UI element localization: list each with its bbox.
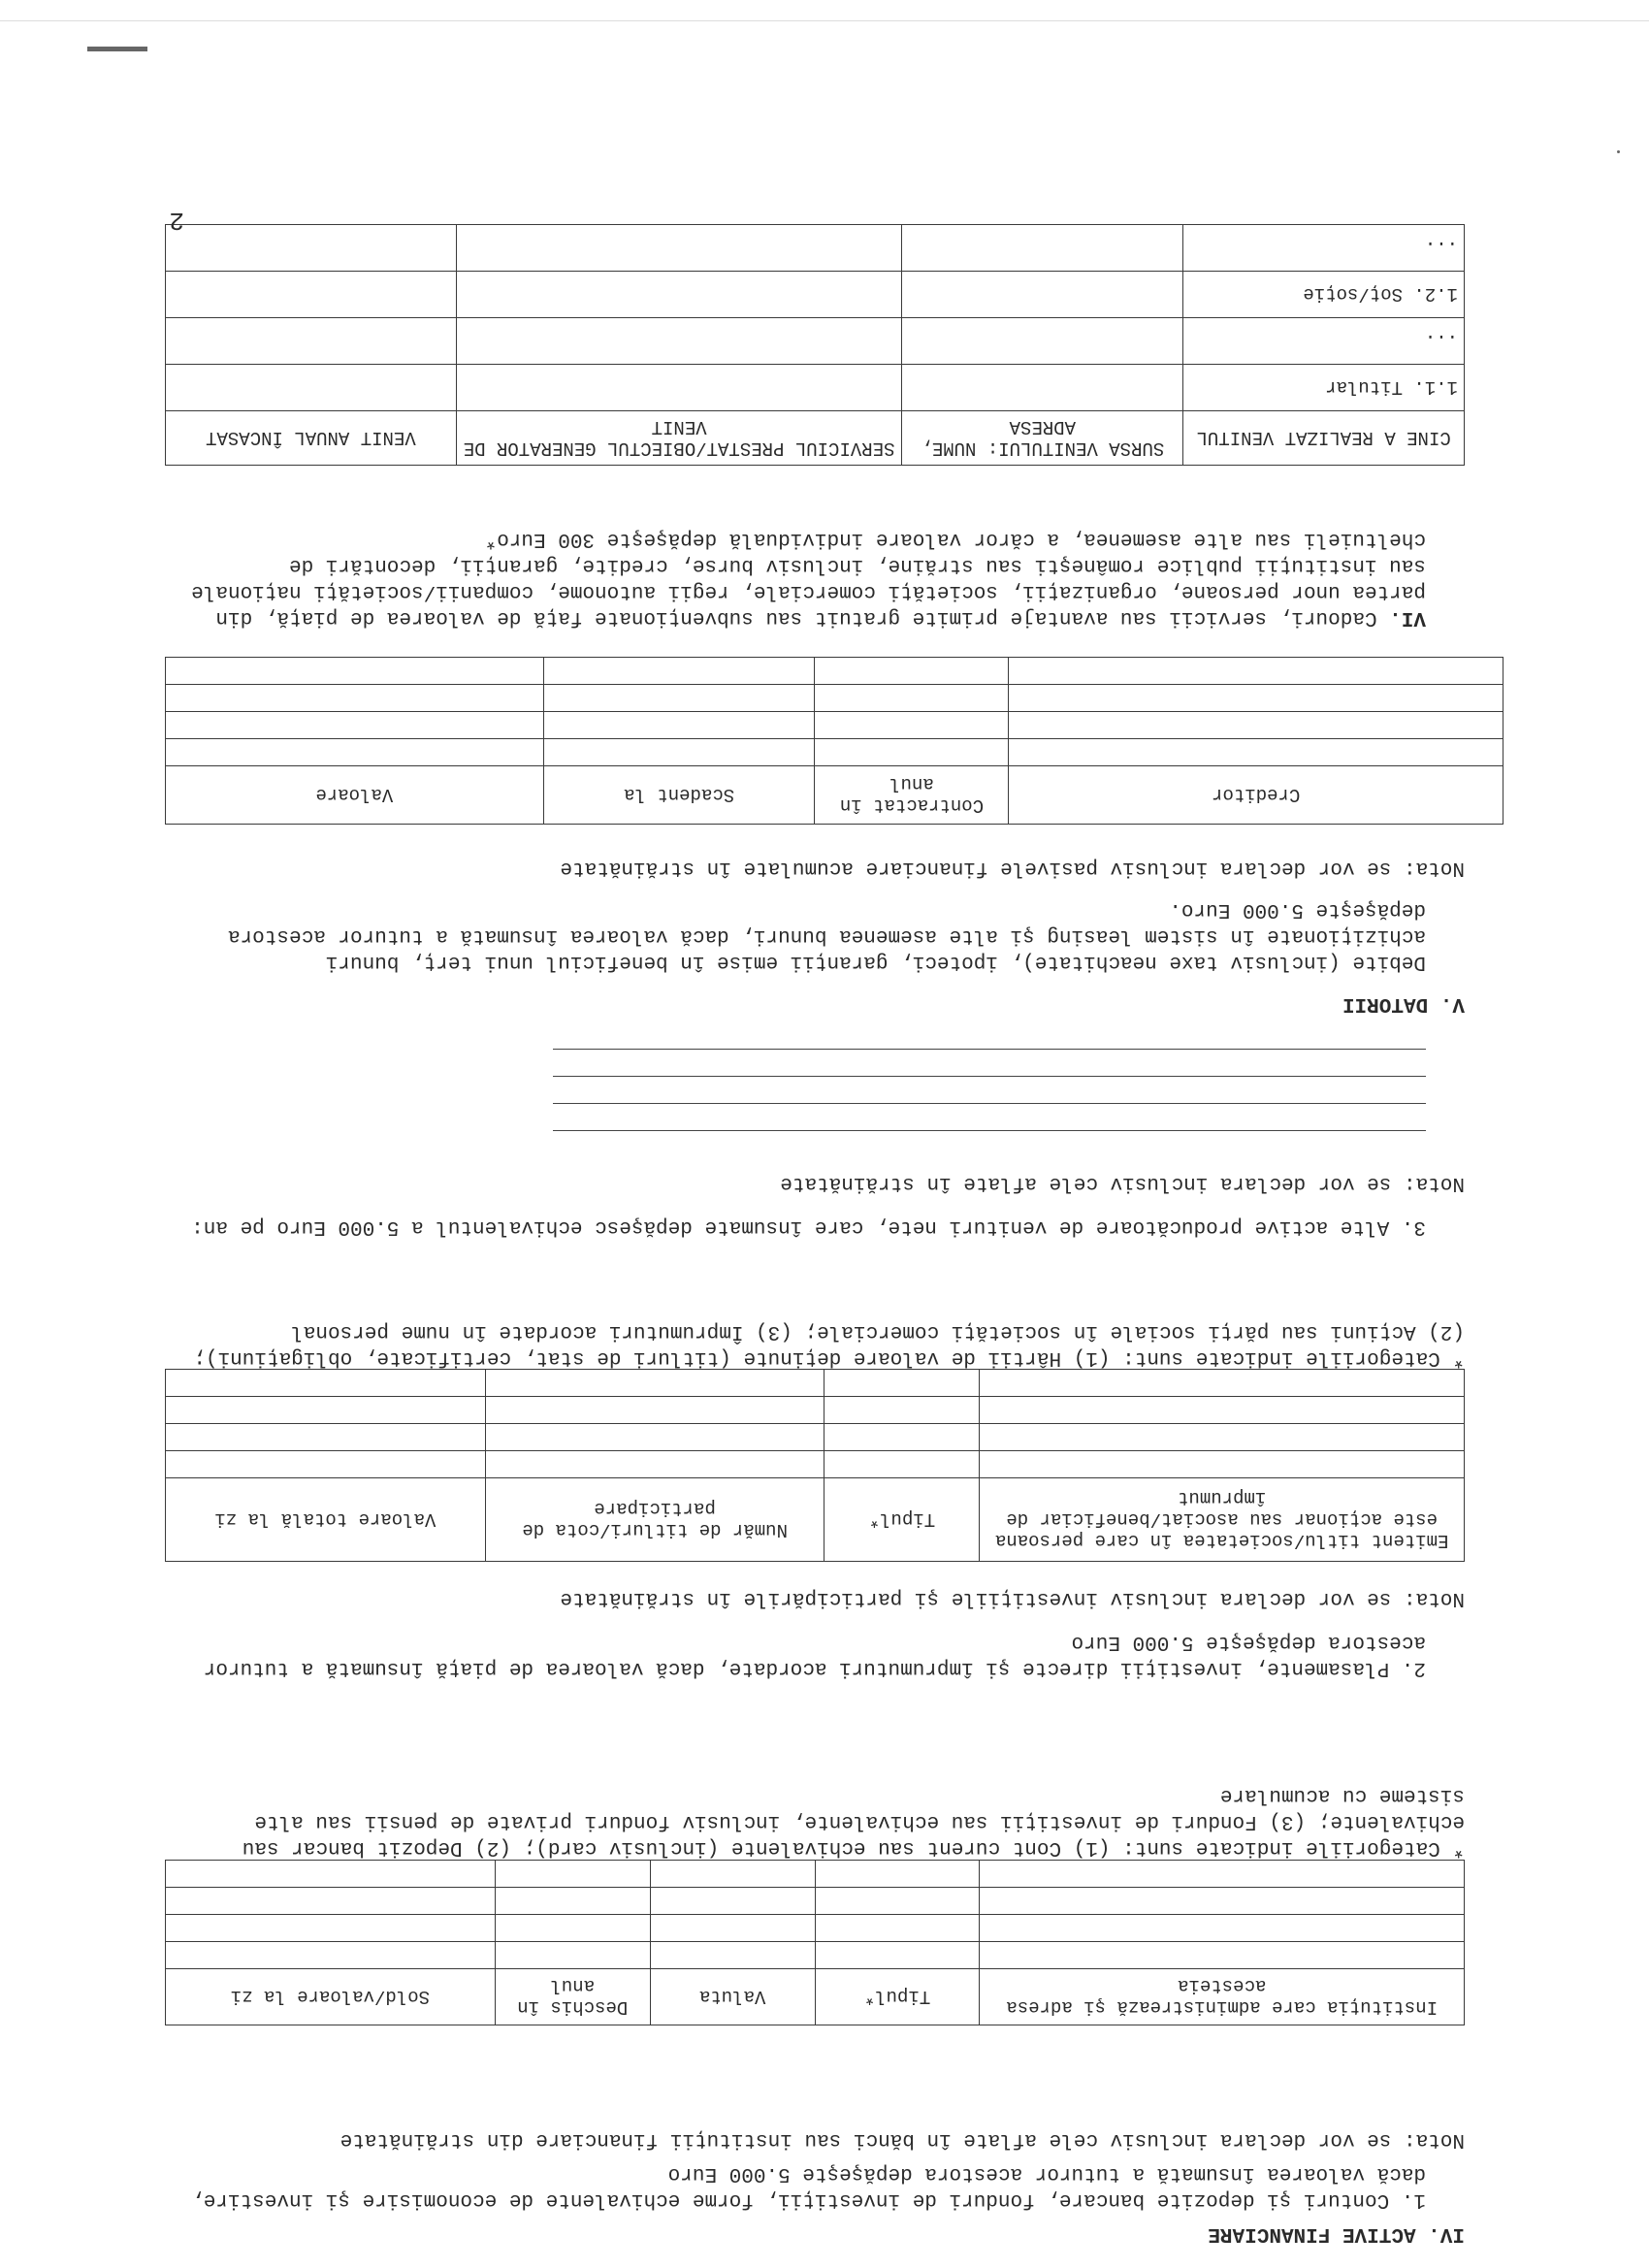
table-row <box>166 712 1504 739</box>
col-total-value: Valoare totală la zi <box>166 1478 486 1562</box>
section-v-text: Debite (inclusiv taxe neachitate), ipoteci, garanţii emise în beneficiul unui terţ, bunuri achiziţionate în sistem leasing şi alte asemenea bunuri, dacă valoarea însumată a tuturor acestora depăşeşte 5.000 Euro. <box>227 898 1426 973</box>
item1-note: Nota: se vor declara inclusiv cele aflate în bănci sau instituţii financiare din străinătate <box>340 2128 1465 2151</box>
section-v-title: V. DATORII <box>1342 992 1465 1015</box>
investments-table <box>165 1369 1465 1562</box>
col-issuer: Emitent titlu/societatea în care persoana este acţionar sau asociat/beneficiar de împrumut <box>980 1478 1465 1562</box>
table-row <box>166 1397 1465 1424</box>
blank-line <box>553 1130 1426 1131</box>
blank-line <box>553 1076 1426 1077</box>
section-vi-title: VI. <box>1389 606 1426 629</box>
table-row: ... <box>166 318 1465 365</box>
blank-line <box>553 1103 1426 1104</box>
section-vi <box>165 526 1465 631</box>
table-row <box>166 1942 1465 1969</box>
table-row <box>166 1888 1465 1915</box>
table-row: 1.1. Titular <box>166 365 1465 411</box>
table-row: ... <box>166 225 1465 272</box>
col-type: Tipul* <box>824 1478 980 1562</box>
col-annual-income: VENIT ANUAL ÎNCASAT <box>166 411 457 466</box>
item2-text: 2. Plasamente, investiţii directe şi împrumuturi acordate, dacă valoarea de piaţă însumată a tuturor acestora depăşeşte 5.000 Euro <box>203 1631 1426 1679</box>
page-number: 2 <box>169 206 184 235</box>
col-value: Valoare <box>166 766 544 825</box>
table-row <box>166 1451 1465 1478</box>
section-v <box>165 855 1465 1017</box>
gifts-table <box>165 224 1465 466</box>
scan-mark <box>87 47 147 51</box>
section-iv-title: IV. ACTIVE FINANCIARE <box>1208 2222 1465 2245</box>
section-iv <box>165 2126 1465 2247</box>
item1-footnote-block <box>165 1782 1465 1861</box>
item3-note: Nota: se vor declara inclusiv cele aflate în străinătate <box>780 1172 1465 1194</box>
scan-dot <box>1617 150 1620 153</box>
table-row <box>166 658 1504 685</box>
accounts-table <box>165 1860 1465 2025</box>
table-row <box>166 1424 1465 1451</box>
col-who: CINE A REALIZAT VENITUL <box>1183 411 1465 466</box>
table-row <box>166 739 1504 766</box>
item2-footnote-block <box>165 1318 1465 1371</box>
scan-edge <box>0 20 1649 21</box>
section-vi-body: Cadouri, servicii sau avantaje primite gratuit sau subvenţionate faţă de valoarea de piaţă, din partea unor persoane, organizaţii, societăţi comerciale, regii autonome, companii/societăţi naţionale sau instituţii publice româneşti sau străine, inclusiv burse, credite, garanţii, decontări de cheltuieli sau alte asemenea, a căror valoare individuală depăşeşte 300 Euro* <box>191 528 1426 629</box>
col-creditor: Creditor <box>1009 766 1504 825</box>
col-type: Tipul* <box>815 1969 980 2025</box>
item3-block <box>165 1170 1465 1240</box>
col-service: SERVICIUL PRESTAT/OBIECTUL GENERATOR DE VENIT <box>456 411 902 466</box>
table-row <box>166 1915 1465 1942</box>
item2-note: Nota: se vor declara inclusiv investiţiile şi participările în străinătate <box>560 1587 1465 1609</box>
col-currency: Valuta <box>650 1969 815 2025</box>
col-opened-year: Deschis în anul <box>495 1969 650 2025</box>
col-institution: Instituţia care administrează şi adresa acesteia <box>980 1969 1465 2025</box>
section-v-note: Nota: se vor declara inclusiv pasivele financiare acumulate în străinătate <box>560 857 1465 879</box>
table-row <box>166 685 1504 712</box>
item2-footnote: * Categoriile indicate sunt: (1) Hârtii de valoare deţinute (titluri de stat, certificate, obligaţiuni); (2) Acţiuni sau părţi sociale în societăţi comerciale; (3) Împrumuturi acordate în nume personal <box>193 1320 1465 1369</box>
item3-text: 3. Alte active producătoare de venituri nete, care însumate depăşesc echivalentul a 5.000 Euro pe an: <box>191 1215 1426 1238</box>
table-row <box>166 1370 1465 1397</box>
item1-text: 1. Conturi şi depozite bancare, fonduri de investiţii, forme echivalente de economisire şi investire, dacă valoarea însumată a tuturor acestora depăşeşte 5.000 Euro <box>191 2162 1426 2211</box>
col-balance: Sold/valoare la zi <box>166 1969 496 2025</box>
table-row <box>166 1861 1465 1888</box>
blank-line <box>553 1049 1426 1050</box>
col-source: SURSA VENITULUI: NUME, ADRESA <box>902 411 1183 466</box>
debts-table <box>165 657 1504 825</box>
table-row: 1.2. Soţ/soţie <box>166 272 1465 318</box>
section-vi-text <box>165 526 1465 631</box>
col-shares: Număr de titluri/cota de participare <box>485 1478 824 1562</box>
item2-block <box>165 1585 1465 1681</box>
item1-footnote: * Categoriile indicate sunt: (1) Cont curent sau echivalente (inclusiv card); (2) Depozit bancar sau echivalente; (3) Fonduri de investiţii sau echivalente, inclusiv fonduri private de pensii sau alte sisteme cu acumulare <box>242 1784 1465 1859</box>
col-contracted-year: Contractat în anul <box>815 766 1009 825</box>
col-due-date: Scadent la <box>543 766 815 825</box>
